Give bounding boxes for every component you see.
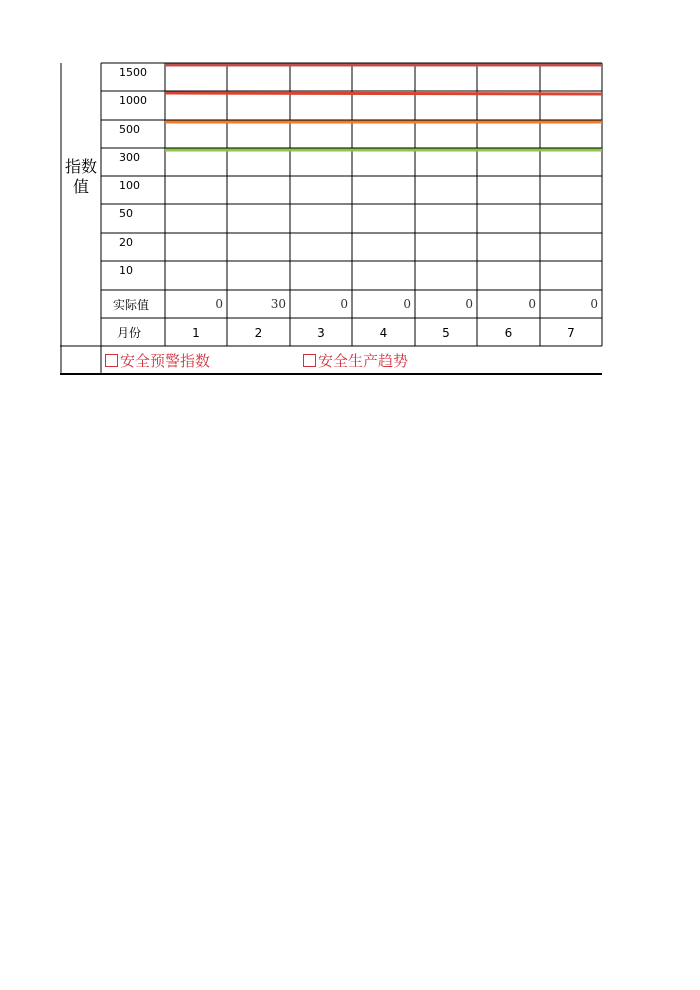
actual-value: 30 [270,297,286,311]
actual-value: 0 [403,297,411,311]
y-tick-label: 10 [119,264,133,277]
actual-value: 0 [465,297,473,311]
month-label: 2 [254,326,263,340]
month-label: 1 [192,326,200,340]
y-axis-title: 指数值 [64,157,97,196]
actual-value: 0 [590,297,598,311]
y-tick-label: 50 [119,207,133,220]
month-label: 6 [504,326,513,340]
actual-value: 0 [340,297,348,311]
actual-value: 0 [215,297,223,311]
actual-value: 0 [528,297,536,311]
y-tick-label: 500 [119,123,140,136]
y-tick-label: 20 [119,236,133,249]
month-row-label: 月份 [117,326,142,340]
y-tick-label: 1500 [119,66,147,79]
month-label: 5 [442,326,450,340]
actual-row-label: 实际值 [113,298,150,312]
legend-label: 安全生产趋势 [318,352,409,370]
threshold-line-1000 [165,93,602,94]
y-tick-label: 300 [119,151,140,164]
y-tick-label: 100 [119,179,140,192]
month-label: 4 [379,326,388,340]
y-tick-label: 1000 [119,94,147,107]
month-label: 7 [567,326,575,340]
month-label: 3 [317,326,325,340]
legend-label: 安全预警指数 [120,352,211,370]
